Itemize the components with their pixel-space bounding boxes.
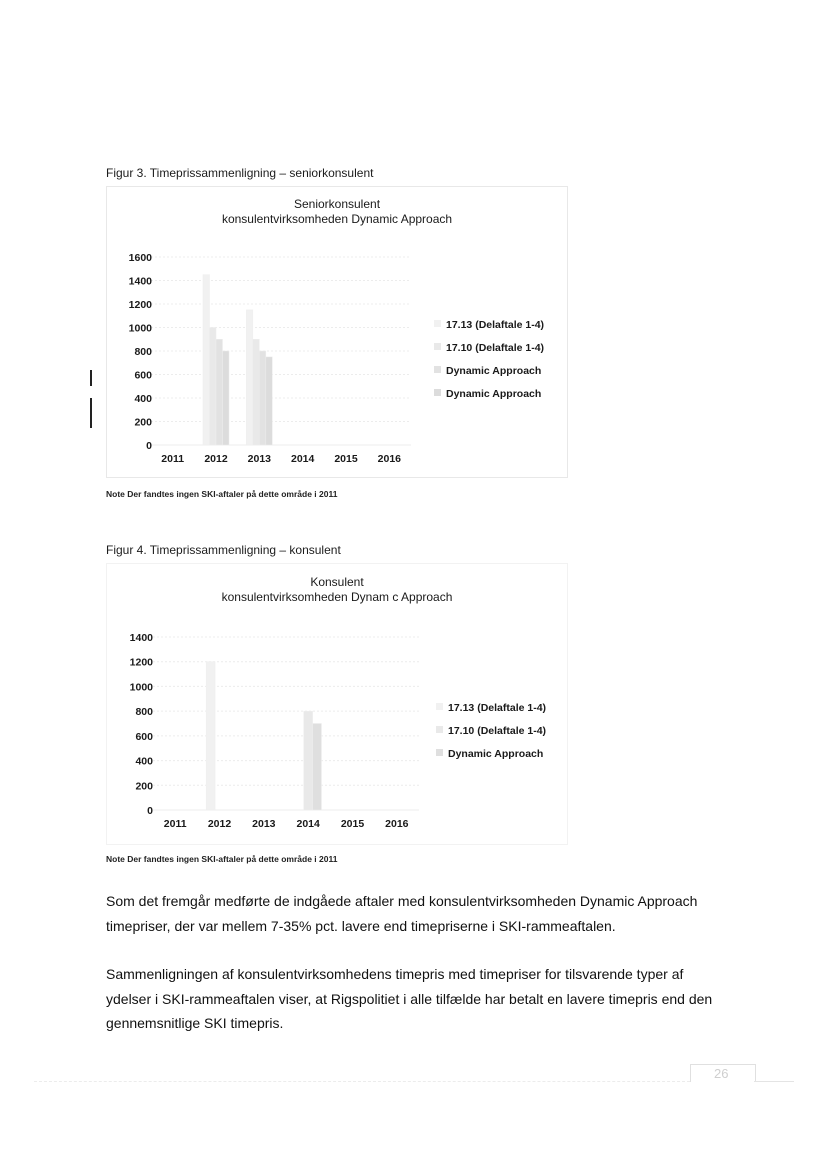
x-tick-label: 2012	[207, 818, 232, 830]
bar	[216, 339, 223, 445]
figure4-chart	[106, 563, 568, 845]
bar	[246, 310, 253, 445]
figure4-caption: Figur 4. Timeprissammenligning – konsulent	[106, 543, 341, 557]
y-tick-label: 400	[135, 755, 153, 768]
bar	[206, 662, 215, 810]
y-tick-label: 1600	[128, 252, 152, 264]
legend-label: Dynamic Approach	[446, 365, 542, 377]
x-tick-label: 2016	[377, 453, 402, 465]
chart-subtitle: konsulentvirksomheden Dynamic Approach	[221, 212, 453, 226]
y-tick-label: 800	[135, 706, 153, 719]
bar	[259, 351, 266, 445]
x-tick-label: 2011	[161, 453, 185, 465]
y-tick-label: 600	[135, 730, 153, 743]
bar	[266, 357, 273, 445]
y-tick-label: 200	[134, 416, 152, 429]
scan-mark	[90, 398, 92, 428]
x-tick-label: 2012	[204, 453, 228, 465]
legend-swatch	[434, 320, 441, 327]
legend-label: 17.10 (Delaftale 1-4)	[448, 725, 547, 737]
x-tick-label: 2013	[247, 453, 272, 465]
y-tick-label: 1000	[128, 322, 152, 335]
x-tick-label: 2011	[163, 818, 187, 830]
legend-swatch	[436, 726, 443, 733]
bar	[304, 711, 313, 810]
legend-label: 17.10 (Delaftale 1-4)	[446, 342, 545, 354]
legend-label: Dynamic Approach	[446, 388, 542, 400]
figure3-plot	[107, 187, 567, 477]
bar	[313, 724, 322, 811]
chart-title: Konsulent	[310, 575, 364, 589]
legend-label: 17.13 (Delaftale 1-4)	[448, 702, 547, 714]
legend-swatch	[434, 366, 441, 373]
y-tick-label: 400	[134, 393, 152, 405]
body-paragraph: Sammenligningen af konsulentvirksomhedens timepris med timepriser for tilsvarende typer af ydelser i SKI-rammeaftalen viser, at Rigspolitiet i alle tilfælde har betalt en lavere timepris end den gennemsnitlige SKI timepris.	[106, 966, 713, 1031]
legend-swatch	[436, 703, 443, 710]
figure4-note: Note Der fandtes ingen SKI-aftaler på dette område i 2011	[106, 854, 338, 864]
body-paragraph: Som det fremgår medførte de indgåede aftaler med konsulentvirksomheden Dynamic Approach timepriser, der var mellem 7-35% pct. lavere end timepriserne i SKI-rammeaftalen.	[106, 893, 698, 934]
bar	[253, 339, 259, 445]
legend-swatch	[436, 749, 443, 756]
y-tick-label: 200	[135, 780, 153, 793]
y-tick-label: 800	[134, 346, 152, 358]
x-tick-label: 2015	[334, 453, 358, 465]
x-tick-label: 2013	[252, 818, 276, 830]
x-tick-label: 2014	[296, 818, 320, 830]
figure3-caption: Figur 3. Timeprissammenligning – seniorkonsulent	[106, 166, 374, 180]
chart-title: Seniorkonsulent	[293, 197, 381, 211]
x-tick-label: 2015	[340, 818, 365, 830]
legend-swatch	[434, 389, 441, 396]
y-tick-label: 0	[146, 440, 152, 452]
legend-label: Dynamic Approach	[448, 748, 544, 760]
y-tick-label: 600	[134, 369, 152, 382]
legend-swatch	[434, 343, 441, 350]
footer-rule	[34, 1081, 690, 1082]
y-tick-label: 1200	[128, 299, 152, 311]
y-tick-label: 1000	[129, 681, 153, 694]
bar	[210, 328, 217, 446]
chart-subtitle: konsulentvirksomheden Dynam c Approach	[221, 590, 453, 604]
bar	[223, 351, 230, 445]
footer-rule	[754, 1081, 794, 1082]
y-tick-label: 1200	[129, 656, 153, 669]
figure3-chart	[106, 186, 568, 478]
y-tick-label: 1400	[128, 275, 152, 288]
bar	[203, 275, 210, 445]
figure4-plot	[107, 564, 567, 844]
legend-label: 17.13 (Delaftale 1-4)	[446, 319, 545, 331]
y-tick-label: 0	[147, 805, 153, 817]
scan-mark	[90, 370, 92, 386]
y-tick-label: 1400	[129, 632, 153, 644]
x-tick-label: 2016	[385, 818, 409, 830]
x-tick-label: 2014	[290, 453, 315, 465]
figure3-note: Note Der fandtes ingen SKI-aftaler på dette område i 2011	[106, 489, 338, 499]
page-number: 26	[714, 1066, 729, 1081]
